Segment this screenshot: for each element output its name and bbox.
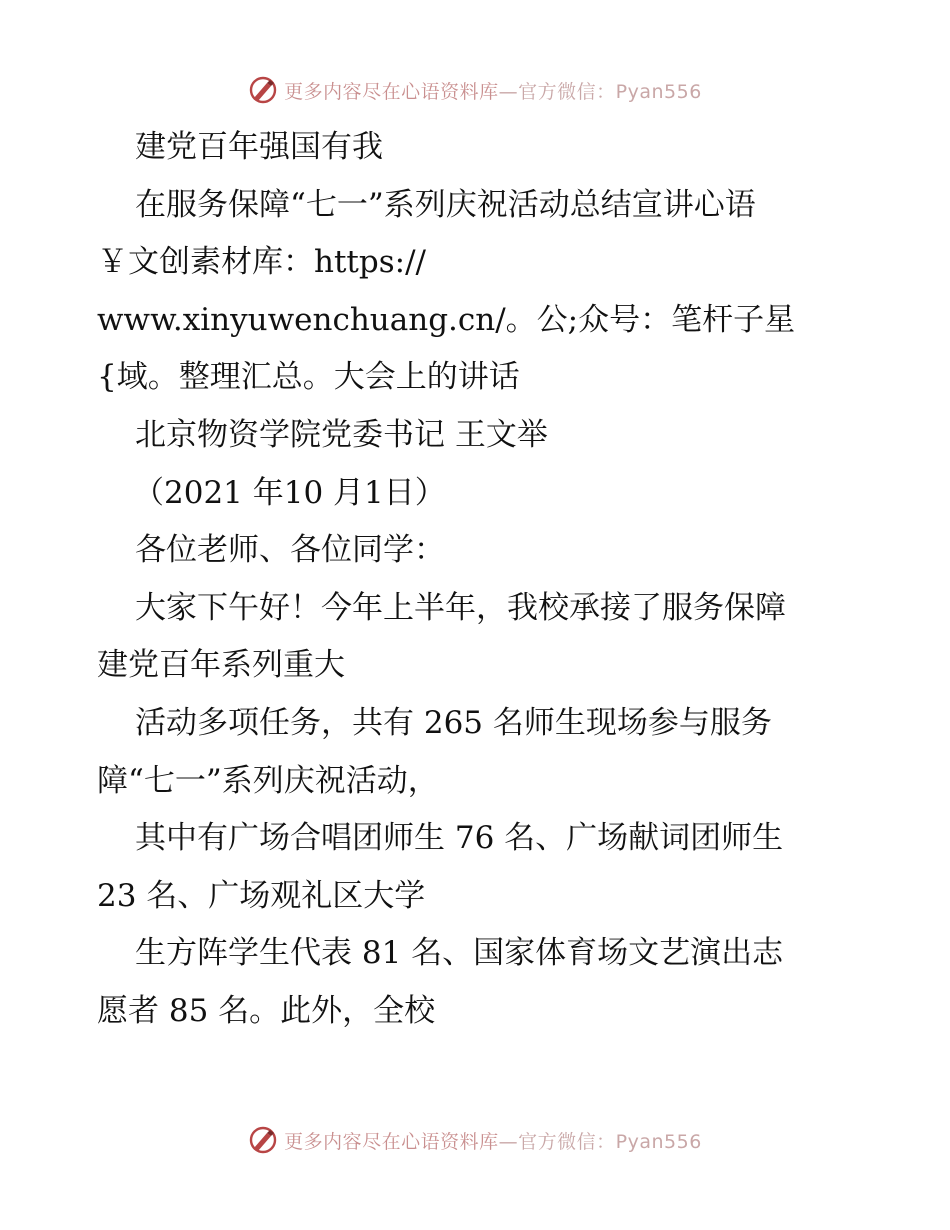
watermark-dash: — [498, 1130, 519, 1153]
doc-line: 生方阵学生代表 81 名、国家体育场文艺演出志 [135, 935, 784, 972]
doc-line: 在服务保障“七一”系列庆祝活动总结宣讲心语 [135, 186, 756, 223]
pen-seal-icon [248, 75, 278, 105]
watermark-text [284, 77, 702, 104]
watermark-brand: 更多内容尽在心语资料库 [284, 1130, 499, 1153]
doc-line: 建党百年系列重大 [97, 647, 345, 684]
pen-seal-icon [248, 1125, 278, 1155]
doc-line: ￥文创素材库：https:// [97, 244, 426, 281]
doc-line: 23 名、广场观礼区大学 [97, 877, 426, 914]
footer-watermark [0, 1120, 950, 1160]
doc-line: 障“七一”系列庆祝活动， [97, 762, 439, 799]
doc-line: 愿者 85 名。此外，全校 [97, 992, 436, 1029]
doc-line: 其中有广场合唱团师生 76 名、广场献词团师生 [135, 820, 784, 857]
document-body [97, 119, 857, 1041]
doc-salutation: 各位老师、各位同学： [135, 532, 445, 569]
doc-speaker: 北京物资学院党委书记 王文举 [135, 416, 548, 453]
watermark-dash: — [498, 80, 519, 103]
watermark-brand: 更多内容尽在心语资料库 [284, 80, 499, 103]
doc-title: 建党百年强国有我 [135, 129, 383, 165]
doc-line: 大家下午好！今年上半年，我校承接了服务保障 [135, 589, 786, 626]
doc-line: www.xinyuwenchuang.cn/。公;众号：笔杆子星 [97, 301, 796, 338]
watermark-contact: 官方微信：Pyan556 [518, 1130, 702, 1153]
doc-date: （2021 年10 月1日） [133, 474, 446, 511]
doc-line: {域。整理汇总。大会上的讲话 [97, 359, 520, 396]
doc-line: 活动多项任务，共有 265 名师生现场参与服务 [135, 704, 772, 741]
watermark-contact: 官方微信：Pyan556 [518, 80, 702, 103]
header-watermark [0, 70, 950, 110]
watermark-text [284, 1127, 702, 1154]
